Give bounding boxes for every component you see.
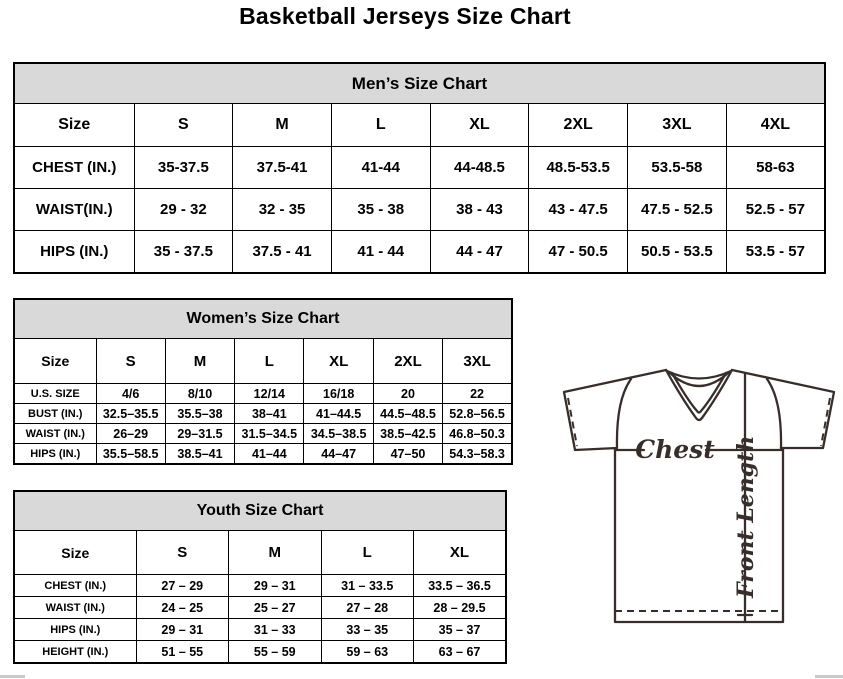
column-header: M — [165, 339, 234, 384]
size-value-cell: 38 - 43 — [430, 189, 529, 231]
size-value-cell: 20 — [373, 384, 442, 404]
size-value-cell: 35 – 37 — [414, 619, 507, 641]
size-value-cell: 35-37.5 — [134, 147, 233, 189]
table-row — [14, 231, 825, 274]
size-value-cell: 52.8–56.5 — [443, 404, 512, 424]
size-value-cell: 31 – 33 — [229, 619, 322, 641]
size-value-cell: 41–44.5 — [304, 404, 373, 424]
size-value-cell: 38.5–42.5 — [373, 424, 442, 444]
size-value-cell: 38–41 — [235, 404, 304, 424]
size-value-cell: 58-63 — [726, 147, 825, 189]
row-label: U.S. SIZE — [14, 384, 96, 404]
size-value-cell: 29 – 31 — [229, 575, 322, 597]
size-value-cell: 59 – 63 — [321, 641, 414, 664]
column-header: 2XL — [373, 339, 442, 384]
horizontal-scrollbar-fragment-right[interactable] — [815, 675, 843, 678]
mens-size-table — [13, 62, 826, 274]
size-value-cell: 26–29 — [96, 424, 165, 444]
size-value-cell: 43 - 47.5 — [529, 189, 628, 231]
column-header: XL — [414, 531, 507, 575]
front-length-label: Front Length — [733, 435, 759, 598]
size-value-cell: 12/14 — [235, 384, 304, 404]
size-value-cell: 47.5 - 52.5 — [628, 189, 727, 231]
size-value-cell: 37.5 - 41 — [233, 231, 332, 274]
youth-size-table — [13, 490, 507, 664]
size-value-cell: 35 - 38 — [331, 189, 430, 231]
column-header: S — [134, 104, 233, 147]
youth-table-title-row — [14, 491, 506, 531]
table-row — [14, 424, 512, 444]
column-header: XL — [304, 339, 373, 384]
column-header: 4XL — [726, 104, 825, 147]
table-row — [14, 619, 506, 641]
size-value-cell: 53.5 - 57 — [726, 231, 825, 274]
row-label: CHEST (IN.) — [14, 575, 136, 597]
column-header: 2XL — [529, 104, 628, 147]
table-row — [14, 384, 512, 404]
mens-table-title: Men’s Size Chart — [14, 63, 825, 104]
row-label: BUST (IN.) — [14, 404, 96, 424]
size-value-cell: 8/10 — [165, 384, 234, 404]
size-value-cell: 31 – 33.5 — [321, 575, 414, 597]
horizontal-scrollbar-fragment-left[interactable] — [0, 675, 25, 678]
row-label: HIPS (IN.) — [14, 444, 96, 465]
womens-table-title-row — [14, 299, 512, 339]
size-value-cell: 54.3–58.3 — [443, 444, 512, 465]
size-value-cell: 63 – 67 — [414, 641, 507, 664]
column-header: L — [235, 339, 304, 384]
size-value-cell: 33 – 35 — [321, 619, 414, 641]
column-header: S — [96, 339, 165, 384]
column-header: Size — [14, 531, 136, 575]
size-value-cell: 41-44 — [331, 147, 430, 189]
table-row — [14, 404, 512, 424]
size-value-cell: 29 - 32 — [134, 189, 233, 231]
youth-table-title: Youth Size Chart — [14, 491, 506, 531]
table-row — [14, 575, 506, 597]
table-row — [14, 147, 825, 189]
table-row — [14, 597, 506, 619]
size-value-cell: 27 – 29 — [136, 575, 229, 597]
chest-label: Chest — [635, 435, 715, 464]
column-header: L — [321, 531, 414, 575]
row-label: HIPS (IN.) — [14, 231, 134, 274]
column-header: 3XL — [443, 339, 512, 384]
size-value-cell: 4/6 — [96, 384, 165, 404]
womens-size-table — [13, 298, 513, 465]
size-value-cell: 53.5-58 — [628, 147, 727, 189]
size-value-cell: 52.5 - 57 — [726, 189, 825, 231]
size-value-cell: 44 - 47 — [430, 231, 529, 274]
size-value-cell: 47 - 50.5 — [529, 231, 628, 274]
table-row — [14, 189, 825, 231]
jersey-armhole-seam-right — [767, 379, 781, 448]
size-value-cell: 47–50 — [373, 444, 442, 465]
size-value-cell: 38.5–41 — [165, 444, 234, 465]
size-value-cell: 46.8–50.3 — [443, 424, 512, 444]
column-header: L — [331, 104, 430, 147]
mens-table-title-row — [14, 63, 825, 104]
size-value-cell: 44.5–48.5 — [373, 404, 442, 424]
row-label: WAIST (IN.) — [14, 424, 96, 444]
size-value-cell: 41–44 — [235, 444, 304, 465]
size-value-cell: 35 - 37.5 — [134, 231, 233, 274]
size-value-cell: 33.5 – 36.5 — [414, 575, 507, 597]
size-value-cell: 32 - 35 — [233, 189, 332, 231]
womens-column-header-row — [14, 339, 512, 384]
size-value-cell: 48.5-53.5 — [529, 147, 628, 189]
column-header: S — [136, 531, 229, 575]
size-value-cell: 44-48.5 — [430, 147, 529, 189]
row-label: HIPS (IN.) — [14, 619, 136, 641]
size-value-cell: 37.5-41 — [233, 147, 332, 189]
column-header: Size — [14, 104, 134, 147]
mens-column-header-row — [14, 104, 825, 147]
row-label: HEIGHT (IN.) — [14, 641, 136, 664]
jersey-armhole-seam-left — [617, 379, 631, 448]
size-value-cell: 27 – 28 — [321, 597, 414, 619]
row-label: WAIST(IN.) — [14, 189, 134, 231]
size-value-cell: 29–31.5 — [165, 424, 234, 444]
size-value-cell: 34.5–38.5 — [304, 424, 373, 444]
size-value-cell: 50.5 - 53.5 — [628, 231, 727, 274]
youth-column-header-row — [14, 531, 506, 575]
page-title: Basketball Jerseys Size Chart — [239, 3, 571, 29]
size-value-cell: 32.5–35.5 — [96, 404, 165, 424]
table-row — [14, 444, 512, 465]
jersey-measurement-diagram — [558, 362, 840, 630]
size-value-cell: 51 – 55 — [136, 641, 229, 664]
row-label: CHEST (IN.) — [14, 147, 134, 189]
size-value-cell: 31.5–34.5 — [235, 424, 304, 444]
row-label: WAIST (IN.) — [14, 597, 136, 619]
size-value-cell: 22 — [443, 384, 512, 404]
size-value-cell: 16/18 — [304, 384, 373, 404]
size-value-cell: 25 – 27 — [229, 597, 322, 619]
column-header: Size — [14, 339, 96, 384]
size-value-cell: 29 – 31 — [136, 619, 229, 641]
size-value-cell: 28 – 29.5 — [414, 597, 507, 619]
size-value-cell: 44–47 — [304, 444, 373, 465]
column-header: M — [233, 104, 332, 147]
column-header: XL — [430, 104, 529, 147]
column-header: 3XL — [628, 104, 727, 147]
size-value-cell: 41 - 44 — [331, 231, 430, 274]
size-value-cell: 35.5–58.5 — [96, 444, 165, 465]
table-row — [14, 641, 506, 664]
size-value-cell: 24 – 25 — [136, 597, 229, 619]
jersey-outline — [564, 370, 834, 622]
size-value-cell: 35.5–38 — [165, 404, 234, 424]
size-value-cell: 55 – 59 — [229, 641, 322, 664]
womens-table-title: Women’s Size Chart — [14, 299, 512, 339]
column-header: M — [229, 531, 322, 575]
